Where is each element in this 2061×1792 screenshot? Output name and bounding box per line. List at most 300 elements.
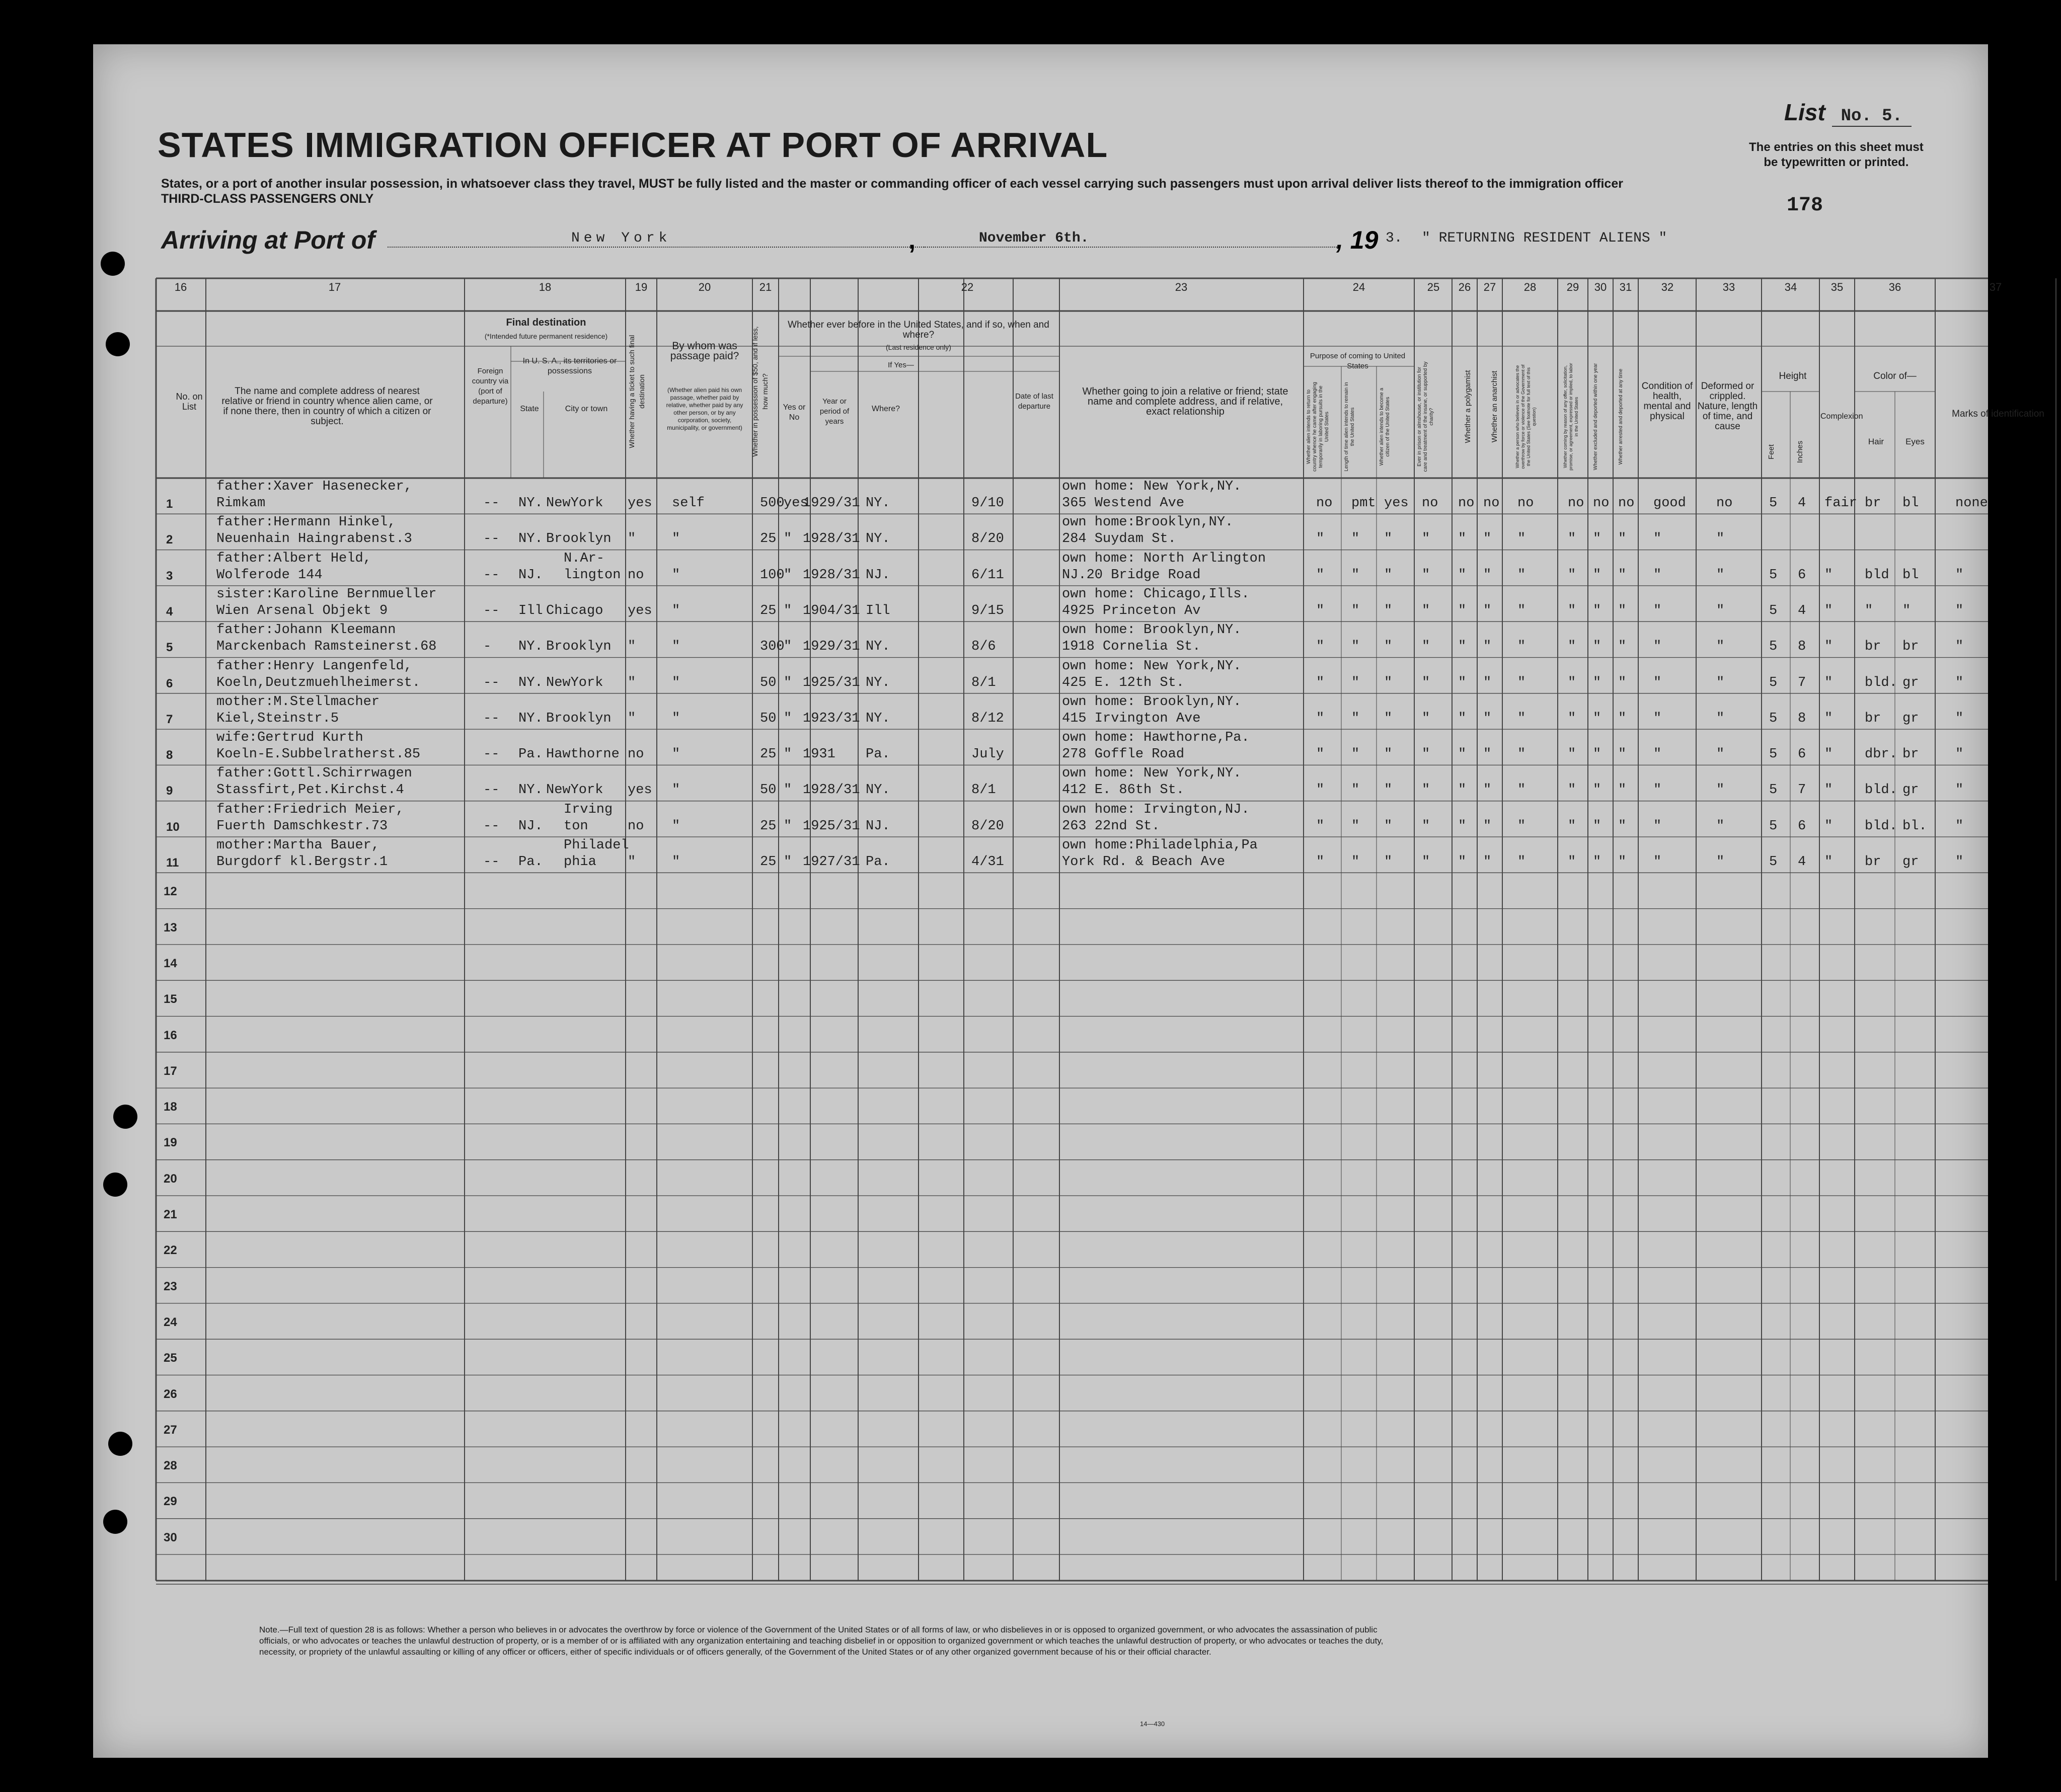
cell-p24b: " (1351, 783, 1360, 798)
cell-state: NY. (518, 675, 543, 690)
cell-inches: 4 (1798, 603, 1806, 618)
cell-q26: " (1458, 711, 1467, 726)
table-row (93, 658, 1988, 693)
cell-dep: 8/1 (971, 675, 996, 690)
relative-address: Fuerth Damschkestr.73 (216, 818, 388, 834)
remark: " RETURNING RESIDENT ALIENS " (1422, 230, 1667, 246)
table-row (93, 586, 1988, 621)
subtitle-line-2: THIRD-CLASS PASSENGERS ONLY (161, 192, 374, 206)
cell-inches: 6 (1798, 818, 1806, 834)
cell-p24a: " (1316, 854, 1325, 870)
row-number: 8 (166, 748, 173, 762)
cell-dep: 8/20 (971, 531, 1004, 547)
cell-q31: " (1618, 567, 1627, 583)
relative-address: Koeln,Deutzmuehlheimerst. (216, 675, 421, 690)
joining-name: own home: Hawthorne,Pa. (1062, 730, 1250, 746)
cell-ticket: yes (628, 783, 652, 798)
cell-q27: " (1483, 675, 1492, 690)
cell-money: 25 (760, 531, 777, 547)
joining-name: own home:Brooklyn,NY. (1062, 515, 1234, 530)
joining-address: 412 E. 86th St. (1062, 783, 1185, 798)
cell-money: 25 (760, 603, 777, 618)
cell-state: NY. (518, 531, 543, 547)
cell-q28: " (1517, 603, 1526, 618)
cell-city1: Chicago (546, 603, 603, 618)
cell-inches: 8 (1798, 639, 1806, 655)
cell-q29: " (1568, 783, 1576, 798)
cell-foreign: -- (483, 747, 500, 762)
joining-name: own home: Chicago,Ills. (1062, 586, 1250, 602)
punch-hole (101, 252, 125, 276)
punch-hole (103, 1510, 127, 1534)
year-prefix: 19 (1350, 226, 1379, 254)
cell-feet: 5 (1769, 639, 1778, 655)
cell-dep: 8/1 (971, 783, 996, 798)
column-number: 16 (174, 281, 187, 293)
cell-money: 50 (760, 783, 777, 798)
column-number: 32 (1661, 281, 1674, 293)
header-passage-note: (Whether alien paid his own passage, whether paid by relative, whether paid by any other person, or by any corporation, society, municipality, or government) (666, 386, 743, 431)
row-number: 22 (164, 1243, 177, 1258)
cell-q26: " (1458, 854, 1467, 870)
arriving-label: Arriving at Port of (161, 226, 375, 254)
cell-q29: " (1568, 531, 1576, 547)
cell-q26: " (1458, 818, 1467, 834)
cell-city1: Brooklyn (546, 531, 612, 547)
cell-yn: " (784, 675, 792, 690)
cell-deformed: " (1716, 711, 1725, 726)
row-number: 24 (164, 1315, 177, 1329)
header-ever-before: Whether ever before in the United States, and if so, when and where? (788, 320, 1049, 340)
page-number: 178 (1787, 194, 1823, 217)
joining-address: 425 E. 12th St. (1062, 675, 1185, 690)
cell-hair: bld. (1865, 818, 1897, 834)
cell-p24b: " (1351, 711, 1360, 726)
row-number: 16 (164, 1028, 177, 1042)
row-number: 21 (164, 1208, 177, 1221)
cell-q29: no (1568, 496, 1584, 511)
cell-ticket: " (628, 854, 636, 870)
table-row (93, 729, 1988, 765)
cell-p24a: " (1316, 711, 1325, 726)
cell-feet: 5 (1769, 675, 1778, 690)
cell-paid: " (672, 854, 680, 870)
cell-feet: 5 (1769, 818, 1778, 834)
table-row (93, 837, 1988, 873)
cell-p24a: " (1316, 639, 1325, 655)
cell-p24c: " (1384, 675, 1393, 690)
cell-q25: " (1422, 567, 1430, 583)
header-condition: Condition of health, mental and physical (1641, 381, 1693, 422)
cell-q30: " (1593, 531, 1601, 547)
cell-marks: " (1955, 854, 1964, 870)
joining-name: own home: New York,NY. (1062, 658, 1242, 674)
relative-name: father:Gottl.Schirrwagen (216, 766, 412, 782)
city-line-2: ton (564, 818, 588, 834)
relative-name: mother:Martha Bauer, (216, 838, 380, 853)
cell-city1: NewYork (546, 496, 603, 511)
column-number: 22 (961, 281, 974, 293)
cell-ticket: " (628, 531, 636, 547)
cell-q27: " (1483, 639, 1492, 655)
header-relative: The name and complete address of nearest relative or friend in country whence alien came, or if none there, then in country of which a citizen or subject. (221, 386, 433, 427)
cell-hair: br (1865, 639, 1881, 655)
relative-name: mother:M.Stellmacher (216, 694, 380, 710)
cell-city1: NewYork (546, 783, 603, 798)
cell-foreign: -- (483, 675, 500, 690)
cell-feet: 5 (1769, 747, 1778, 762)
cell-q29: " (1568, 603, 1576, 618)
cell-q29: " (1568, 818, 1576, 834)
relative-name: wife:Gertrud Kurth (216, 730, 363, 746)
cell-q25: " (1422, 675, 1430, 690)
row-number: 28 (164, 1459, 177, 1473)
cell-deformed: no (1716, 496, 1733, 511)
cell-q31: " (1618, 747, 1627, 762)
cell-state: NY. (518, 783, 543, 798)
row-number: 4 (166, 604, 173, 618)
joining-address: York Rd. & Beach Ave (1062, 854, 1226, 870)
cell-inches: 8 (1798, 711, 1806, 726)
column-number: 34 (1784, 281, 1797, 293)
cell-yn: " (784, 818, 792, 834)
cell-yn: " (784, 783, 792, 798)
row-number: 18 (164, 1100, 177, 1114)
cell-where: NJ. (866, 567, 890, 583)
cell-complexion: " (1824, 747, 1833, 762)
joining-name: own home: Brooklyn,NY. (1062, 622, 1242, 638)
row-number: 6 (166, 676, 173, 690)
cell-q26: " (1458, 783, 1467, 798)
cell-state: NY. (518, 496, 543, 511)
entries-note-line-1: The entries on this sheet must (1749, 140, 1924, 154)
table-row (93, 765, 1988, 801)
cell-p24c: " (1384, 531, 1393, 547)
cell-health: " (1653, 531, 1662, 547)
header-q31: Whether arrested and deported at any time (1618, 368, 1624, 465)
header-state: State (520, 405, 539, 413)
cell-where: Ill (866, 603, 890, 618)
cell-q31: " (1618, 854, 1627, 870)
cell-q25: " (1422, 639, 1430, 655)
cell-inches: 4 (1798, 496, 1806, 511)
cell-paid: " (672, 675, 680, 690)
cell-eyes: br (1902, 639, 1919, 655)
cell-p24b: " (1351, 675, 1360, 690)
cell-foreign: -- (483, 783, 500, 798)
cell-feet: 5 (1769, 567, 1778, 583)
relative-name: father:Albert Held, (216, 551, 371, 566)
cell-hair: br (1865, 854, 1881, 870)
cell-health: " (1653, 567, 1662, 583)
joining-name: own home: Irvington,NJ. (1062, 802, 1250, 817)
cell-q29: " (1568, 854, 1576, 870)
cell-health: good (1653, 496, 1686, 511)
cell-q31: " (1618, 603, 1627, 618)
header-deformed: Deformed or crippled. Nature, length of time, and cause (1697, 381, 1758, 432)
cell-q30: " (1593, 567, 1601, 583)
cell-q26: " (1458, 531, 1467, 547)
row-number: 5 (166, 641, 173, 655)
cell-q30: " (1593, 747, 1601, 762)
footnote: Note.—Full text of question 28 is as follows: Whether a person who believes in or advocates the overthrow by force or violence of the Government of the United States or of all forms of law, or who disbelieves in or is opposed to organized government, or who advocates the assassination of public officials, or who advocates or teaches the unlawful destruction of property, or is a member of or is affiliated with any organization entertaining and teaching disbelief in or opposition to organized government or which teaches the unlawful destruction of property, or who advocates or teaches the duty, necessity, or propriety of the unlawful assaulting or killing of any officer or officers, either of specific individuals or of officers generally, of the Government of the United States or of any other organized government because of his or their official character. (259, 1625, 1384, 1657)
header-joining: Whether going to join a relative or friend; state name and complete address, and if relative, exact relationship (1082, 386, 1288, 417)
cell-p24c: " (1384, 747, 1393, 762)
cell-paid: " (672, 747, 680, 762)
cell-p24c: " (1384, 639, 1393, 655)
cell-p24b: " (1351, 531, 1360, 547)
header-purpose: Purpose of coming to United States (1310, 352, 1406, 370)
cell-feet: 5 (1769, 854, 1778, 870)
cell-hair: br (1865, 496, 1881, 511)
cell-p24b: " (1351, 818, 1360, 834)
cell-marks: " (1955, 675, 1964, 690)
cell-q28: " (1517, 783, 1526, 798)
cell-p24b: " (1351, 854, 1360, 870)
relative-address: Wolferode 144 (216, 567, 323, 583)
cell-complexion: " (1824, 783, 1833, 798)
row-number: 1 (166, 497, 173, 511)
cell-years: 1927/31 (803, 854, 860, 870)
cell-q28: " (1517, 639, 1526, 655)
row-number: 15 (164, 992, 177, 1006)
cell-hair: " (1865, 603, 1873, 618)
header-purpose-a: Whether alien intends to return to country whence he came after engaging temporarily in laboring pursuits in the United States (1306, 382, 1330, 472)
row-number: 2 (166, 533, 173, 547)
cell-q30: " (1593, 603, 1601, 618)
cell-yn: " (784, 567, 792, 583)
cell-deformed: " (1716, 603, 1725, 618)
cell-paid: " (672, 639, 680, 655)
cell-q28: " (1517, 675, 1526, 690)
cell-paid: " (672, 783, 680, 798)
cell-state: NJ. (518, 818, 543, 834)
header-inches: Inches (1796, 440, 1804, 463)
cell-deformed: " (1716, 783, 1725, 798)
column-number: 27 (1483, 281, 1496, 293)
header-date-departure: Date of last departure (1015, 392, 1053, 411)
cell-q29: " (1568, 711, 1576, 726)
cell-dep: 8/6 (971, 639, 996, 655)
joining-name: own home: Brooklyn,NY. (1062, 694, 1242, 710)
cell-q26: " (1458, 675, 1467, 690)
cell-years: 1929/31 (803, 639, 860, 655)
joining-address: 284 Suydam St. (1062, 531, 1176, 547)
cell-health: " (1653, 783, 1662, 798)
cell-q26: " (1458, 567, 1467, 583)
column-number: 20 (698, 281, 711, 293)
column-number: 36 (1888, 281, 1901, 293)
cell-q30: " (1593, 854, 1601, 870)
cell-years: 1931 (803, 747, 835, 762)
cell-eyes: gr (1902, 783, 1919, 798)
column-number: 18 (539, 281, 552, 293)
city-line-1: Irving (564, 802, 613, 817)
cell-where: NY. (866, 531, 890, 547)
cell-years: 1925/31 (803, 675, 860, 690)
cell-marks: " (1955, 747, 1964, 762)
relative-name: father:Hermann Hinkel, (216, 515, 396, 530)
joining-address: 263 22nd St. (1062, 818, 1160, 834)
cell-paid: " (672, 531, 680, 547)
relative-address: Stassfirt,Pet.Kirchst.4 (216, 783, 404, 798)
cell-yn: " (784, 854, 792, 870)
cell-p24c: yes (1384, 496, 1409, 511)
cell-q27: " (1483, 818, 1492, 834)
header-q28: Whether a person who believes in or advocates the overthrow by force or violence of the Government of the United States (See footnote for full text of this question) (1515, 364, 1537, 469)
cell-q26: " (1458, 603, 1467, 618)
joining-name: own home: New York,NY. (1062, 766, 1242, 782)
row-number: 14 (164, 956, 177, 970)
header-q29: Whether coming by reason of any offer, solicitation, promise, or agreement, expressed or implied, to labor in the United States (1563, 363, 1579, 471)
city-line-1: N.Ar- (564, 551, 605, 566)
punch-hole (113, 1105, 137, 1129)
cell-money: 50 (760, 675, 777, 690)
cell-q27: " (1483, 567, 1492, 583)
cell-p24a: " (1316, 567, 1325, 583)
cell-health: " (1653, 854, 1662, 870)
cell-money: 50 (760, 711, 777, 726)
cell-paid: self (672, 496, 705, 511)
joining-address: 415 Irvington Ave (1062, 711, 1201, 726)
header-year-period: Year or period of years (819, 397, 850, 426)
table-row (93, 478, 1988, 514)
cell-yn: " (784, 639, 792, 655)
cell-q31: " (1618, 818, 1627, 834)
cell-health: " (1653, 747, 1662, 762)
cell-q27: " (1483, 783, 1492, 798)
cell-years: 1904/31 (803, 603, 860, 618)
cell-dep: July (971, 747, 1004, 762)
cell-foreign: - (483, 639, 492, 655)
cell-p24c: " (1384, 783, 1393, 798)
header-polygamist: Whether a polygamist (1464, 370, 1472, 443)
cell-hair: br (1865, 711, 1881, 726)
cell-q29: " (1568, 567, 1576, 583)
cell-state: NY. (518, 711, 543, 726)
joining-address: NJ.20 Bridge Road (1062, 567, 1201, 583)
list-label: List (1784, 99, 1825, 125)
cell-feet: 5 (1769, 496, 1778, 511)
column-number: 33 (1722, 281, 1735, 293)
column-number: 23 (1175, 281, 1188, 293)
cell-inches: 4 (1798, 854, 1806, 870)
cell-feet: 5 (1769, 603, 1778, 618)
cell-hair: bld. (1865, 783, 1897, 798)
cell-deformed: " (1716, 854, 1725, 870)
header-if-yes: If Yes— (888, 361, 914, 369)
cell-p24c: " (1384, 567, 1393, 583)
cell-city1: Hawthorne (546, 747, 620, 762)
cell-q28: " (1517, 818, 1526, 834)
cell-money: 25 (760, 747, 777, 762)
row-number: 23 (164, 1279, 177, 1293)
cell-years: 1928/31 (803, 783, 860, 798)
header-complexion: Complexion (1820, 412, 1863, 421)
row-number: 25 (164, 1351, 177, 1365)
cell-money: 500 (760, 496, 785, 511)
cell-q30: " (1593, 783, 1601, 798)
header-marks: Marks of identification (1952, 409, 2044, 419)
row-number: 10 (166, 820, 180, 834)
entries-note-line-2: be typewritten or printed. (1764, 155, 1909, 169)
relative-address: Rimkam (216, 496, 266, 511)
city-line-1: Philadel (564, 838, 629, 853)
header-q30: Whether excluded and deported within one year (1593, 363, 1598, 471)
cell-foreign: -- (483, 496, 500, 511)
header-money: Whether in possession of $50, and if less, how much? (751, 326, 769, 457)
cell-foreign: -- (483, 854, 500, 870)
cell-paid: " (672, 603, 680, 618)
cell-years: 1928/31 (803, 531, 860, 547)
relative-address: Marckenbach Ramsteinerst.68 (216, 639, 437, 655)
row-number: 20 (164, 1172, 177, 1186)
cell-ticket: yes (628, 496, 652, 511)
header-hair: Hair (1868, 437, 1884, 446)
cell-eyes: gr (1902, 675, 1919, 690)
cell-yn: " (784, 711, 792, 726)
cell-p24b: " (1351, 747, 1360, 762)
cell-q26: " (1458, 639, 1467, 655)
joining-name: own home: North Arlington (1062, 551, 1266, 566)
cell-money: 100 (760, 567, 785, 583)
cell-city1: Brooklyn (546, 711, 612, 726)
header-height: Height (1779, 371, 1807, 381)
cell-p24b: pmt (1351, 496, 1376, 511)
relative-address: Koeln-E.Subbelratherst.85 (216, 747, 421, 762)
cell-years: 1925/31 (803, 818, 860, 834)
header-in-usa: In U. S. A., its territories or possessions (522, 357, 617, 375)
cell-q29: " (1568, 639, 1576, 655)
cell-ticket: " (628, 675, 636, 690)
cell-dep: 4/31 (971, 854, 1004, 870)
header-anarchist: Whether an anarchist (1490, 370, 1499, 443)
cell-dep: 8/12 (971, 711, 1004, 726)
joining-address: 365 Westend Ave (1062, 496, 1185, 511)
city-line-2: lington (564, 567, 621, 583)
cell-deformed: " (1716, 567, 1725, 583)
cell-ticket: no (628, 818, 644, 834)
cell-marks: " (1955, 603, 1964, 618)
row-number: 30 (164, 1530, 177, 1544)
row-number: 3 (166, 569, 173, 583)
joining-address: 4925 Princeton Av (1062, 603, 1201, 618)
manifest-sheet (93, 44, 2044, 1758)
column-number: 17 (328, 281, 341, 293)
cell-feet: 5 (1769, 783, 1778, 798)
manifest-grid (93, 44, 1988, 1758)
cell-health: " (1653, 639, 1662, 655)
cell-eyes: gr (1902, 711, 1919, 726)
punch-hole (106, 332, 130, 356)
cell-p24c: " (1384, 818, 1393, 834)
cell-marks: " (1955, 639, 1964, 655)
cell-money: 25 (760, 818, 777, 834)
relative-address: Neuenhain Haingrabenst.3 (216, 531, 412, 547)
cell-years: 1928/31 (803, 567, 860, 583)
cell-city1: NewYork (546, 675, 603, 690)
cell-foreign: -- (483, 711, 500, 726)
cell-deformed: " (1716, 675, 1725, 690)
table-row (93, 550, 1988, 586)
cell-ticket: yes (628, 603, 652, 618)
cell-dep: 9/15 (971, 603, 1004, 618)
relative-name: father:Johann Kleemann (216, 622, 396, 638)
comma-2: , (1336, 226, 1350, 254)
joining-address: 278 Goffle Road (1062, 747, 1185, 762)
cell-dep: 6/11 (971, 567, 1004, 583)
cell-yn: yes (784, 496, 808, 511)
